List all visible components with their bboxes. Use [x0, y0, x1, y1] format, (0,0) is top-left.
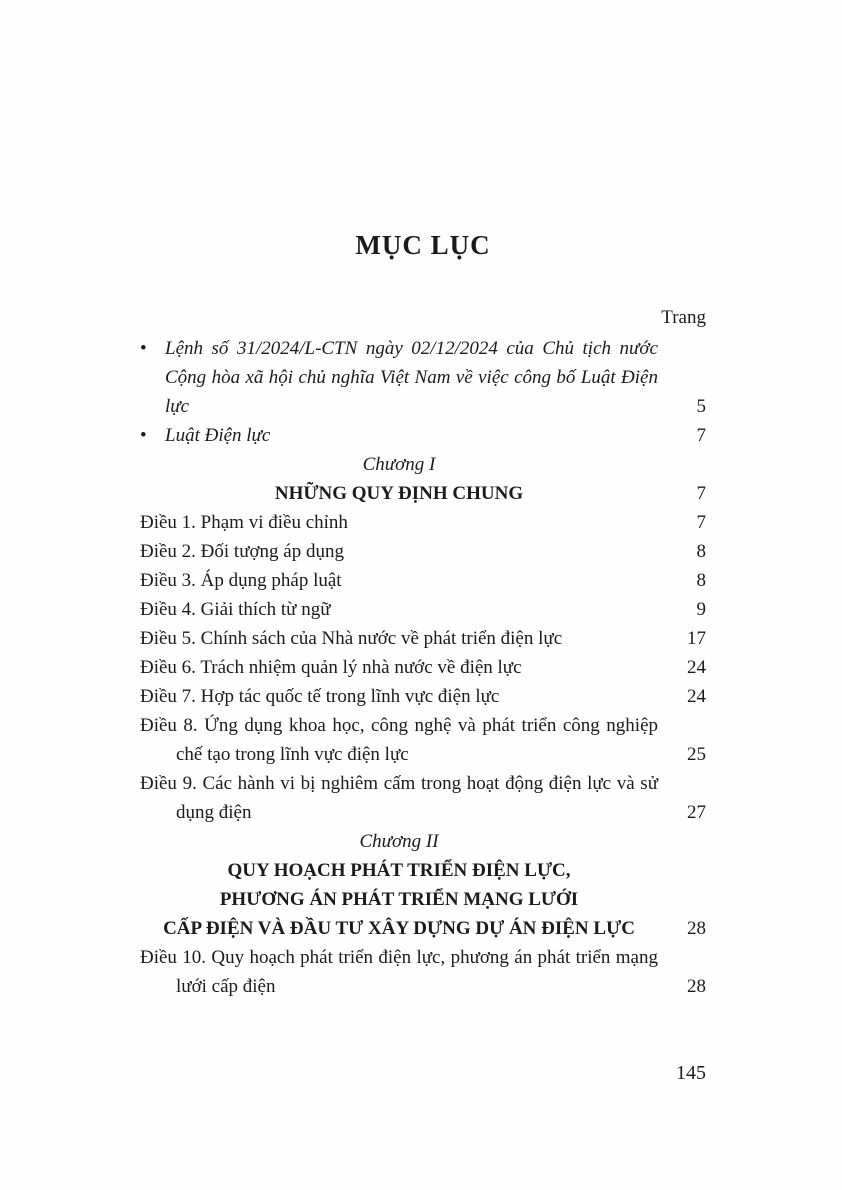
toc-entry-page-number: 5: [696, 396, 706, 417]
bullet-icon: •: [140, 425, 147, 446]
toc-entry-line: NHỮNG QUY ĐỊNH CHUNG: [274, 483, 524, 504]
toc-entry-text: Điều 9. Các hành vi bị nghiêm cấm trong hoạt động điện lực và sử dụng điện: [140, 773, 658, 823]
toc-entry: [140, 508, 706, 537]
toc-list: [140, 334, 706, 1001]
toc-entry-text: Chương II: [359, 831, 439, 852]
toc-entry-text: [140, 334, 658, 421]
toc-entry-text: Điều 6. Trách nhiệm quản lý nhà nước về điện lực: [140, 657, 522, 678]
toc-entry-page-number: 7: [696, 425, 706, 446]
toc-entry: [140, 479, 706, 508]
toc-entry-page-number: 24: [687, 657, 706, 678]
toc-entry-page-number: 28: [687, 918, 706, 939]
toc-entry-text: Điều 4. Giải thích từ ngữ: [140, 599, 331, 620]
toc-entry-text: Điều 7. Hợp tác quốc tế trong lĩnh vực điện lực: [140, 686, 500, 707]
toc-content: [140, 230, 706, 1001]
toc-entry: [140, 421, 706, 450]
toc-entry-page-number: 8: [696, 570, 706, 591]
toc-entry-text: [140, 421, 658, 450]
toc-entry: [140, 595, 706, 624]
toc-entry: [140, 769, 706, 827]
toc-entry-text: Điều 5. Chính sách của Nhà nước về phát triển điện lực: [140, 628, 563, 649]
toc-entry-text: Điều 8. Ứng dụng khoa học, công nghệ và phát triển công nghiệp chế tạo trong lĩnh vực điện lực: [140, 715, 658, 765]
toc-entry-label: Luật Điện lực: [165, 425, 271, 446]
toc-entry-page-number: 28: [687, 976, 706, 997]
toc-entry-text: Điều 10. Quy hoạch phát triển điện lực, phương án phát triển mạng lưới cấp điện: [140, 947, 658, 997]
toc-entry-line: QUY HOẠCH PHÁT TRIỂN ĐIỆN LỰC,: [227, 860, 571, 881]
toc-entry-text: Điều 1. Phạm vi điều chỉnh: [140, 512, 348, 533]
toc-entry: [140, 653, 706, 682]
toc-entry-line: CẤP ĐIỆN VÀ ĐẦU TƯ XÂY DỰNG DỰ ÁN ĐIỆN LỰC: [163, 918, 635, 939]
bullet-icon: •: [140, 338, 147, 359]
toc-entry: [140, 711, 706, 769]
toc-entry-text: [140, 479, 658, 508]
toc-entry: [140, 682, 706, 711]
toc-entry: [140, 566, 706, 595]
toc-entry-line: PHƯƠNG ÁN PHÁT TRIỂN MẠNG LƯỚI: [219, 889, 579, 910]
toc-entry: [140, 334, 706, 421]
toc-entry-page-number: 9: [696, 599, 706, 620]
toc-entry-page-number: 27: [687, 802, 706, 823]
toc-entry-page-number: 7: [696, 483, 706, 504]
toc-entry-page-number: 7: [696, 512, 706, 533]
toc-entry-label: Lệnh số 31/2024/L-CTN ngày 02/12/2024 của Chủ tịch nước Cộng hòa xã hội chủ nghĩa Việt Nam về việc công bố Luật Điện lực: [165, 338, 658, 417]
toc-entry-text: Điều 2. Đối tượng áp dụng: [140, 541, 344, 562]
footer-page-number: 145: [676, 1062, 706, 1084]
toc-entry: [140, 450, 706, 479]
page-title: MỤC LỤC: [355, 230, 491, 260]
toc-entry: [140, 943, 706, 1001]
toc-entry-text: [140, 856, 658, 943]
toc-entry-page-number: 24: [687, 686, 706, 707]
toc-entry-page-number: 25: [687, 744, 706, 765]
toc-entry: [140, 537, 706, 566]
toc-entry: [140, 856, 706, 943]
toc-entry-text: Điều 3. Áp dụng pháp luật: [140, 570, 342, 591]
toc-entry-text: Chương I: [362, 454, 436, 475]
page-column-label: Trang: [661, 307, 706, 328]
toc-entry: [140, 624, 706, 653]
toc-entry-page-number: 8: [696, 541, 706, 562]
toc-entry-page-number: 17: [687, 628, 706, 649]
toc-entry: [140, 827, 706, 856]
